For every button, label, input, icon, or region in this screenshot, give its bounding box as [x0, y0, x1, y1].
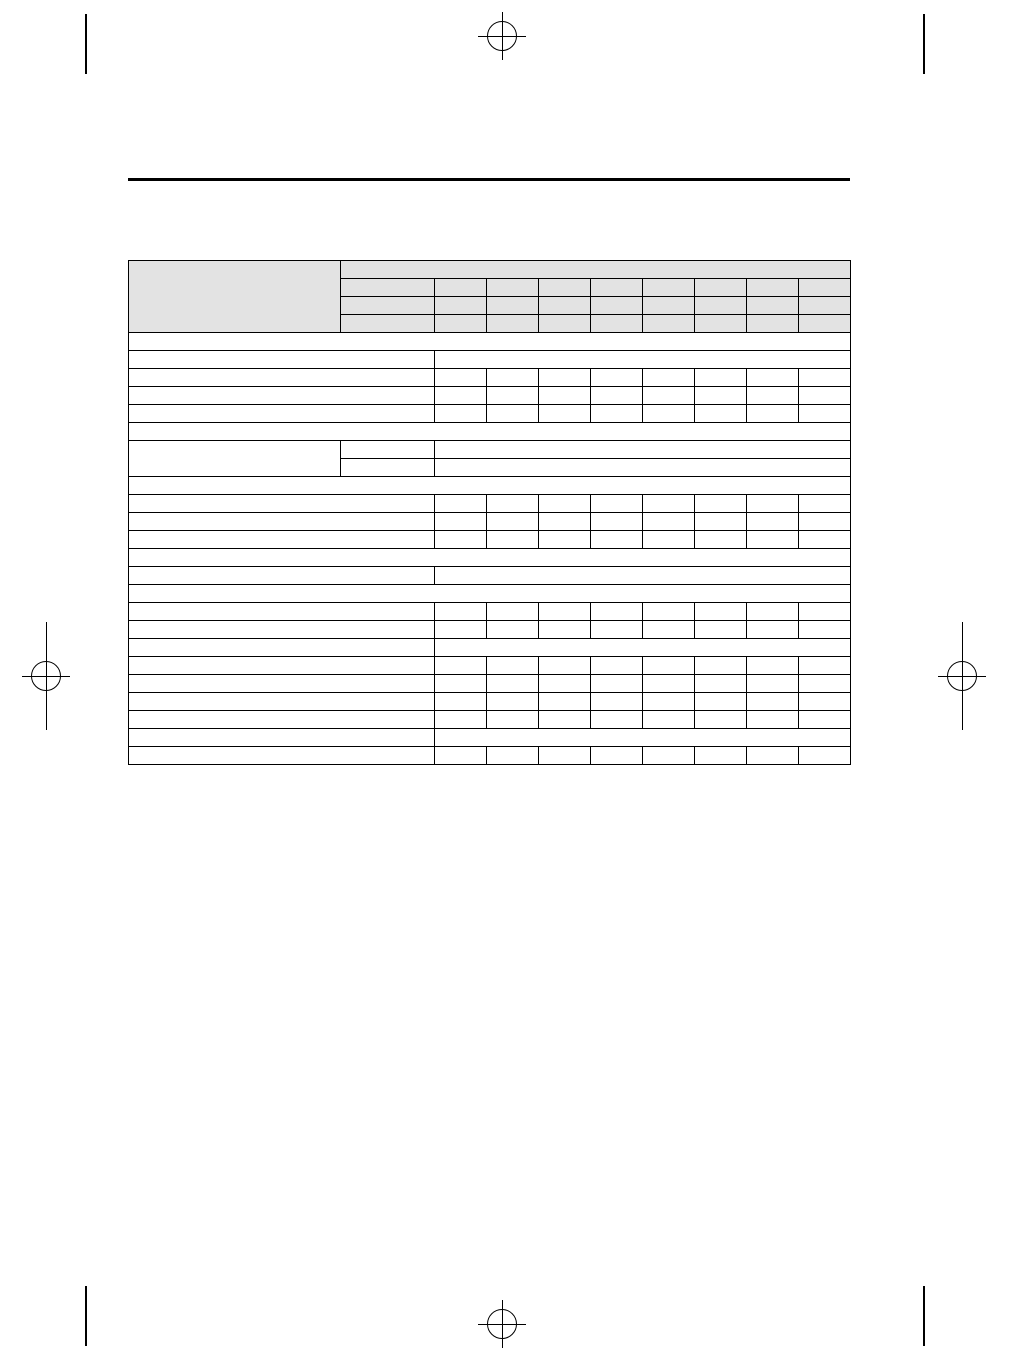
row-cell	[799, 621, 851, 639]
row-cell	[695, 495, 747, 513]
row-label	[129, 351, 435, 369]
row-cell	[643, 531, 695, 549]
row-cell	[487, 621, 539, 639]
row-cell	[799, 693, 851, 711]
row-cell	[591, 495, 643, 513]
table-row	[129, 711, 851, 729]
row-label	[129, 657, 435, 675]
header-cell	[799, 279, 851, 297]
row-cell	[435, 747, 487, 765]
table-row	[129, 747, 851, 765]
header-cell	[591, 279, 643, 297]
row-cell	[695, 711, 747, 729]
row-cell	[799, 531, 851, 549]
row-cell	[591, 531, 643, 549]
table-row	[129, 531, 851, 549]
header-cell	[747, 315, 799, 333]
header-cell	[341, 297, 435, 315]
row-cell	[487, 531, 539, 549]
row-cell	[747, 387, 799, 405]
row-cell	[487, 603, 539, 621]
table-row	[129, 495, 851, 513]
table-header-row	[129, 261, 851, 279]
row-cell	[487, 657, 539, 675]
header-cell	[435, 279, 487, 297]
row-label	[129, 693, 435, 711]
header-cell	[539, 315, 591, 333]
row-cell	[435, 387, 487, 405]
table-row	[129, 405, 851, 423]
header-cell	[695, 315, 747, 333]
row-cell	[435, 711, 487, 729]
header-cell	[695, 279, 747, 297]
row-cell	[591, 369, 643, 387]
row-cell	[643, 711, 695, 729]
specification-table	[128, 260, 851, 765]
row-cell	[747, 693, 799, 711]
header-cell	[435, 315, 487, 333]
row-cell	[487, 369, 539, 387]
row-cell	[435, 603, 487, 621]
row-sublabel	[341, 459, 435, 477]
row-cell	[539, 621, 591, 639]
row-cell	[487, 693, 539, 711]
table-row	[129, 693, 851, 711]
row-label	[129, 513, 435, 531]
row-label	[129, 675, 435, 693]
header-cell	[643, 297, 695, 315]
row-cell	[591, 621, 643, 639]
header-corner-cell	[129, 261, 341, 333]
row-cell	[643, 387, 695, 405]
row-cell	[435, 657, 487, 675]
header-cell	[341, 279, 435, 297]
row-cell	[539, 369, 591, 387]
row-cell	[539, 657, 591, 675]
row-cell	[747, 675, 799, 693]
table-row	[129, 675, 851, 693]
crop-mark-top-right-vertical	[923, 14, 925, 74]
row-cell	[747, 495, 799, 513]
page-header-rule	[128, 178, 850, 181]
row-cell	[695, 405, 747, 423]
row-cell	[539, 675, 591, 693]
header-cell	[695, 297, 747, 315]
row-cell	[435, 693, 487, 711]
row-cell	[591, 657, 643, 675]
row-cell	[487, 675, 539, 693]
table-section-row	[129, 585, 851, 603]
row-sublabel	[341, 441, 435, 459]
table-row	[129, 729, 851, 747]
registration-target-left	[22, 652, 70, 700]
row-cell	[539, 693, 591, 711]
row-cell	[643, 495, 695, 513]
row-cell	[747, 405, 799, 423]
row-cell	[747, 747, 799, 765]
row-cell	[747, 531, 799, 549]
row-cell	[799, 495, 851, 513]
crop-mark-bottom-right-vertical	[923, 1286, 925, 1346]
table-row	[129, 441, 851, 459]
row-cell	[799, 675, 851, 693]
row-label	[129, 567, 435, 585]
row-value-merged	[435, 441, 851, 459]
row-cell	[539, 513, 591, 531]
row-cell	[695, 693, 747, 711]
row-cell	[591, 747, 643, 765]
table-row	[129, 369, 851, 387]
row-cell	[695, 747, 747, 765]
table-section-row	[129, 423, 851, 441]
row-cell	[695, 621, 747, 639]
row-cell	[643, 513, 695, 531]
row-cell	[435, 531, 487, 549]
table-row	[129, 603, 851, 621]
header-cell	[487, 279, 539, 297]
row-cell	[747, 513, 799, 531]
row-cell	[695, 513, 747, 531]
header-cell	[487, 297, 539, 315]
row-cell	[695, 531, 747, 549]
row-cell	[435, 675, 487, 693]
row-cell	[591, 405, 643, 423]
table-row	[129, 621, 851, 639]
row-cell	[487, 405, 539, 423]
row-cell	[539, 531, 591, 549]
row-cell	[487, 513, 539, 531]
header-cell	[643, 315, 695, 333]
crop-mark-top-left-vertical	[85, 14, 87, 74]
row-cell	[539, 747, 591, 765]
header-cell	[435, 297, 487, 315]
row-cell	[435, 405, 487, 423]
row-cell	[799, 657, 851, 675]
row-label	[129, 531, 435, 549]
table-row	[129, 567, 851, 585]
row-cell	[695, 387, 747, 405]
row-value-merged	[435, 729, 851, 747]
header-cell	[799, 315, 851, 333]
registration-target-top	[478, 12, 526, 60]
crop-mark-bottom-left-vertical	[85, 1286, 87, 1346]
row-cell	[643, 657, 695, 675]
row-cell	[799, 513, 851, 531]
header-cell	[487, 315, 539, 333]
row-cell	[799, 405, 851, 423]
header-cell	[747, 279, 799, 297]
row-label	[129, 711, 435, 729]
row-label	[129, 729, 435, 747]
table-section-row	[129, 549, 851, 567]
row-label	[129, 639, 435, 657]
header-group-cell	[341, 261, 851, 279]
row-cell	[643, 621, 695, 639]
row-cell	[643, 693, 695, 711]
row-label	[129, 621, 435, 639]
row-value-merged	[435, 639, 851, 657]
row-cell	[539, 387, 591, 405]
row-label	[129, 603, 435, 621]
row-cell	[591, 693, 643, 711]
row-cell	[695, 603, 747, 621]
row-cell	[591, 513, 643, 531]
section-label	[129, 549, 851, 567]
table-row	[129, 657, 851, 675]
section-label	[129, 585, 851, 603]
section-label	[129, 423, 851, 441]
row-cell	[435, 621, 487, 639]
row-cell	[435, 495, 487, 513]
row-cell	[799, 369, 851, 387]
row-cell	[643, 369, 695, 387]
row-cell	[591, 387, 643, 405]
table-section-row	[129, 477, 851, 495]
row-label-group	[129, 441, 341, 477]
row-cell	[539, 495, 591, 513]
header-cell	[591, 315, 643, 333]
row-cell	[591, 711, 643, 729]
row-cell	[539, 405, 591, 423]
row-cell	[643, 675, 695, 693]
table-row	[129, 639, 851, 657]
row-value-merged	[435, 459, 851, 477]
row-cell	[799, 387, 851, 405]
table-row	[129, 387, 851, 405]
header-cell	[539, 297, 591, 315]
header-cell	[643, 279, 695, 297]
row-cell	[487, 711, 539, 729]
row-cell	[695, 675, 747, 693]
row-cell	[435, 369, 487, 387]
registration-target-right	[938, 652, 986, 700]
row-cell	[643, 603, 695, 621]
row-cell	[487, 747, 539, 765]
row-cell	[643, 405, 695, 423]
row-cell	[747, 603, 799, 621]
table-section-row	[129, 333, 851, 351]
header-cell	[341, 315, 435, 333]
row-label	[129, 369, 435, 387]
row-label	[129, 747, 435, 765]
table-row	[129, 513, 851, 531]
row-cell	[487, 387, 539, 405]
registration-target-bottom	[478, 1300, 526, 1348]
row-cell	[591, 675, 643, 693]
row-cell	[591, 603, 643, 621]
row-cell	[435, 513, 487, 531]
row-label	[129, 495, 435, 513]
row-cell	[539, 711, 591, 729]
row-value-merged	[435, 567, 851, 585]
row-cell	[747, 369, 799, 387]
row-cell	[487, 495, 539, 513]
row-value-merged	[435, 351, 851, 369]
row-cell	[799, 711, 851, 729]
table-row	[129, 351, 851, 369]
row-cell	[539, 603, 591, 621]
row-cell	[747, 657, 799, 675]
row-cell	[747, 711, 799, 729]
row-cell	[799, 603, 851, 621]
header-cell	[799, 297, 851, 315]
row-cell	[799, 747, 851, 765]
row-label	[129, 387, 435, 405]
row-cell	[695, 657, 747, 675]
section-label	[129, 477, 851, 495]
row-cell	[695, 369, 747, 387]
row-label	[129, 405, 435, 423]
row-cell	[747, 621, 799, 639]
header-cell	[539, 279, 591, 297]
section-label	[129, 333, 851, 351]
header-cell	[591, 297, 643, 315]
row-cell	[643, 747, 695, 765]
header-cell	[747, 297, 799, 315]
